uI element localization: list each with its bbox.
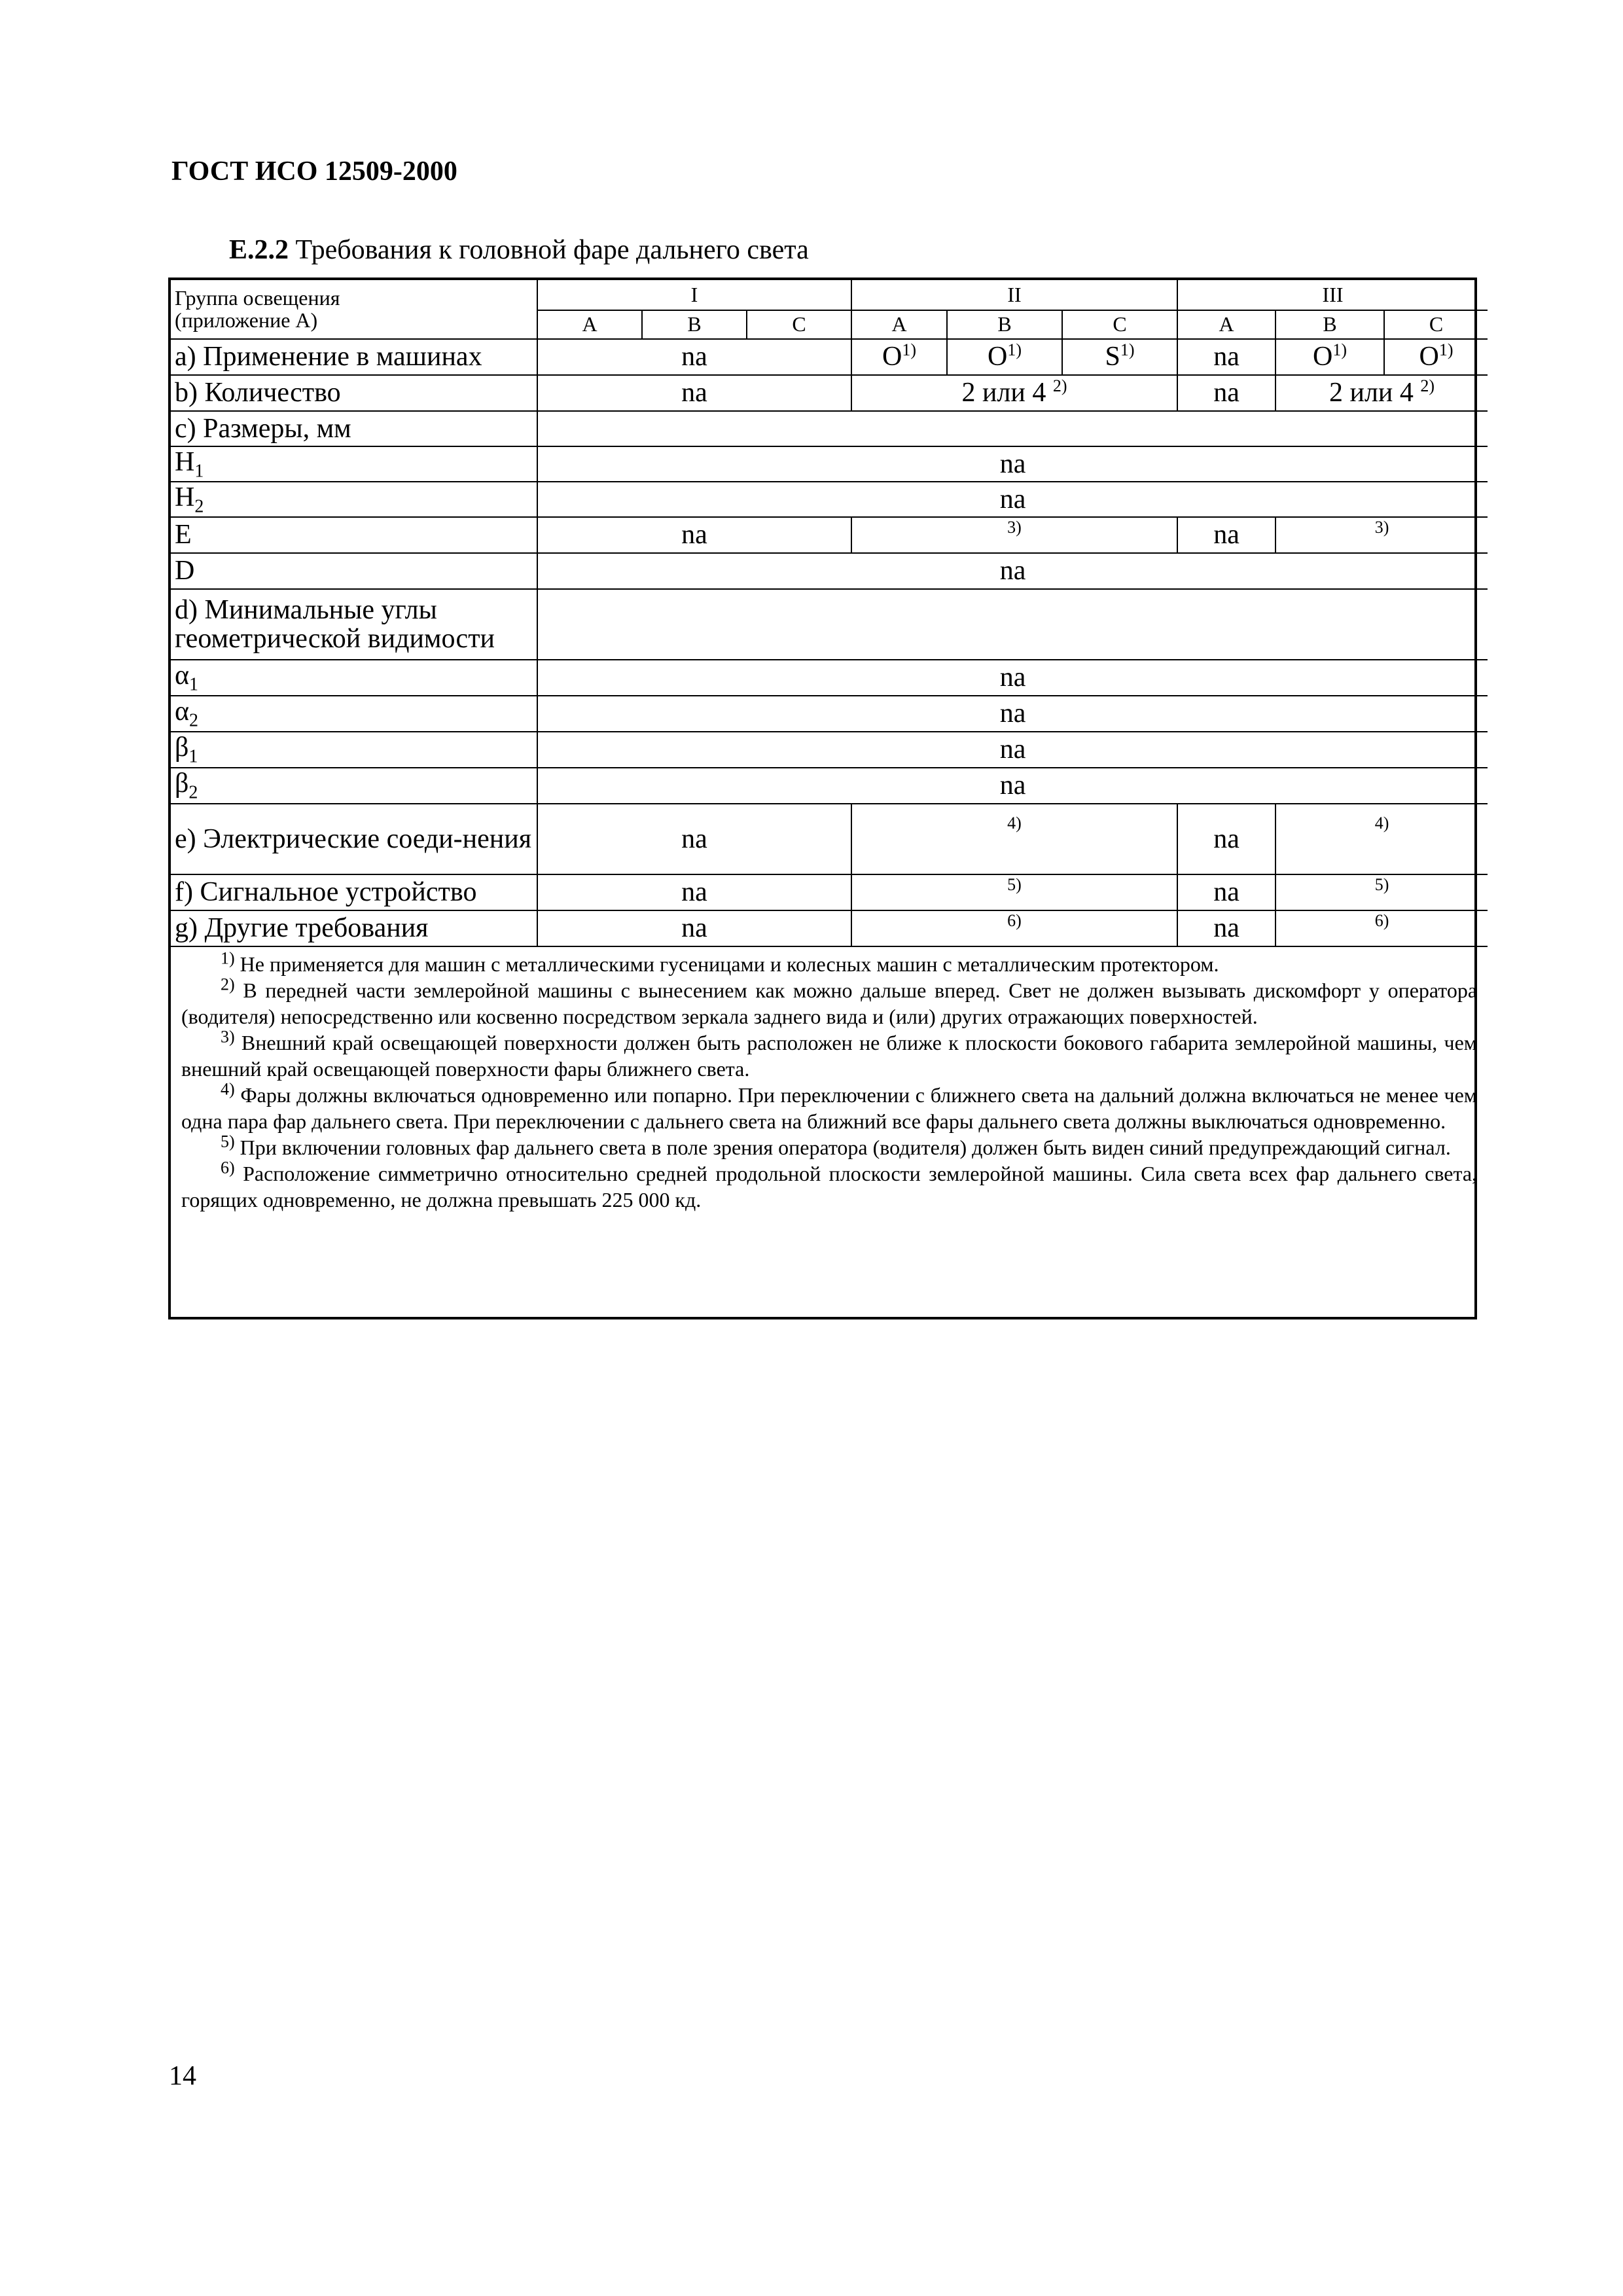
page-number: 14 — [169, 2061, 196, 2091]
row-h1-value: na — [537, 446, 1488, 482]
row-h2-value: na — [537, 482, 1488, 517]
row-alpha1-label: $\alpha_1$ — [171, 660, 537, 696]
row-beta1 — [171, 732, 1488, 768]
row-e2-group-I: na — [537, 804, 851, 874]
footnote-ref-6: 6) — [1007, 911, 1022, 930]
group-III-header: III — [1177, 280, 1488, 310]
row-e2-group-III-A: na — [1177, 804, 1275, 874]
row-a-group-II-C: $S^{1)}$ — [1062, 339, 1177, 375]
requirements-table — [171, 280, 1488, 1213]
group-I-header: I — [537, 280, 851, 310]
footnote-6: $^{6)}$ Расположение симметрично относительно средней продольной плоскости землеройной машины. Сила света всех фар дальнего света, горящих одновременно, не должна превышать 225 000 кд. — [181, 1158, 1478, 1211]
row-beta2-value: na — [537, 768, 1488, 804]
subgroup-III-A: A — [1177, 310, 1275, 339]
row-b-group-I: na — [537, 375, 851, 411]
row-h2-label: $H_2$ — [171, 482, 537, 517]
subgroup-II-C: C — [1062, 310, 1177, 339]
row-d-dim-value: na — [537, 553, 1488, 589]
row-f-group-III-A: na — [1177, 874, 1275, 910]
section-heading — [229, 234, 809, 266]
row-f-label: f) Сигнальное устройство — [171, 874, 537, 910]
row-c-label: с) Размеры, мм — [171, 411, 537, 446]
row-b-group-III-A: na — [1177, 375, 1275, 411]
row-a-application — [171, 339, 1488, 375]
row-f-signal — [171, 874, 1488, 910]
row-e-group-III-BC — [1275, 517, 1488, 553]
row-beta1-label: $\beta_1$ — [171, 732, 537, 768]
row-beta2 — [171, 768, 1488, 804]
row-d-dimension — [171, 553, 1488, 589]
row-e-electrical — [171, 804, 1488, 874]
subgroup-I-B: B — [642, 310, 747, 339]
row-g-other — [171, 910, 1488, 946]
requirements-table-frame — [168, 278, 1477, 1319]
footnote-ref-4: 4) — [1374, 814, 1389, 833]
subgroup-II-A: A — [851, 310, 947, 339]
row-e2-label: е) Электрические соеди-нения — [171, 804, 537, 874]
group-header-cell — [171, 280, 537, 339]
document-header: ГОСТ ИСО 12509-2000 — [171, 156, 457, 187]
row-b-group-III-BC: 2 или 4 $^{2)}$ — [1275, 375, 1488, 411]
subgroup-III-C: C — [1384, 310, 1488, 339]
footnote-ref-6: 6) — [1374, 911, 1389, 930]
row-e2-group-III-BC — [1275, 804, 1488, 874]
table-header-row-1 — [171, 280, 1488, 310]
footnote-ref-4: 4) — [1007, 814, 1022, 833]
row-e-group-II — [851, 517, 1177, 553]
row-beta1-value: na — [537, 732, 1488, 768]
footnote-ref-5: 5) — [1374, 875, 1389, 894]
group-header-line-2: (приложение А) — [175, 308, 318, 332]
row-alpha2 — [171, 696, 1488, 732]
row-g-group-I: na — [537, 910, 851, 946]
row-f-group-III-BC — [1275, 874, 1488, 910]
footnote-3: $^{3)}$ Внешний край освещающей поверхности должен быть расположен не ближе к плоскости бокового габарита землеройной машины, чем внешний край освещающей поверхности фары ближнего света. — [181, 1027, 1478, 1081]
row-d-angles — [171, 589, 1488, 660]
row-alpha2-value: na — [537, 696, 1488, 732]
row-f-group-I: na — [537, 874, 851, 910]
footnote-4: $^{4)}$ Фары должны включаться одновременно или попарно. При переключении с ближнего света на дальний должна включаться не менее чем одна пара фар дальнего света. При переключении с дальнего света на ближний все фары дальнего света должны выключаться одновременно. — [181, 1079, 1478, 1133]
subgroup-I-A: A — [537, 310, 642, 339]
row-f-group-II — [851, 874, 1177, 910]
footnotes-cell — [171, 946, 1488, 1213]
row-b-group-II: 2 или 4 $^{2)}$ — [851, 375, 1177, 411]
row-e2-group-II — [851, 804, 1177, 874]
row-e-group-I: na — [537, 517, 851, 553]
row-d-label: d) Минимальные углы геометрической видимости — [171, 589, 537, 660]
footnote-2: $^{2)}$ В передней части землеройной машины с вынесением как можно дальше вперед. Свет не должен вызывать дискомфорт у оператора (водителя) непосредственно или косвенно посредством зеркала заднего вида и (или) других отражающих поверхностей. — [181, 975, 1478, 1028]
row-g-group-III-BC — [1275, 910, 1488, 946]
row-a-label: а) Применение в машинах — [171, 339, 537, 375]
row-a-group-III-B: $O^{1)}$ — [1275, 339, 1384, 375]
row-e-group-III-A: na — [1177, 517, 1275, 553]
row-alpha2-label: $\alpha_2$ — [171, 696, 537, 732]
row-b-quantity — [171, 375, 1488, 411]
row-g-group-II — [851, 910, 1177, 946]
row-h1-label: $H_1$ — [171, 446, 537, 482]
row-a-group-II-B: $O^{1)}$ — [947, 339, 1062, 375]
subgroup-I-C: C — [747, 310, 851, 339]
row-b-label: b) Количество — [171, 375, 537, 411]
subgroup-II-B: B — [947, 310, 1062, 339]
row-d-dim-label: D — [171, 553, 537, 589]
footnote-ref-3: 3) — [1374, 518, 1389, 537]
row-alpha1-value: na — [537, 660, 1488, 696]
row-a-group-II-A: $O^{1)}$ — [851, 339, 947, 375]
subgroup-III-B: B — [1275, 310, 1384, 339]
group-header-line-1: Группа освещения — [175, 285, 340, 310]
row-h1 — [171, 446, 1488, 482]
row-c-dimensions — [171, 411, 1488, 446]
group-II-header: II — [851, 280, 1177, 310]
row-a-group-III-A: na — [1177, 339, 1275, 375]
footnote-ref-5: 5) — [1007, 875, 1022, 894]
row-a-group-I: na — [537, 339, 851, 375]
row-h2 — [171, 482, 1488, 517]
row-alpha1 — [171, 660, 1488, 696]
row-g-label: g) Другие требования — [171, 910, 537, 946]
footnotes-row — [171, 946, 1488, 1213]
row-c-empty — [537, 411, 1488, 446]
row-e-label: E — [171, 517, 537, 553]
footnote-1: $^{1)}$ Не применяется для машин с металлическими гусеницами и колесных машин с металлическим протектором. — [221, 948, 1219, 976]
row-e-dimension — [171, 517, 1488, 553]
footnote-ref-3: 3) — [1007, 518, 1022, 537]
section-title: Требования к головной фаре дальнего света — [295, 235, 809, 265]
section-number: E.2.2 — [229, 235, 289, 265]
footnote-5: $^{5)}$ При включении головных фар дальнего света в поле зрения оператора (водителя) должен быть виден синий предупреждающий сигнал. — [221, 1132, 1451, 1159]
row-a-group-III-C: $O^{1)}$ — [1384, 339, 1488, 375]
row-d-empty — [537, 589, 1488, 660]
row-beta2-label: $\beta_2$ — [171, 768, 537, 804]
row-g-group-III-A: na — [1177, 910, 1275, 946]
